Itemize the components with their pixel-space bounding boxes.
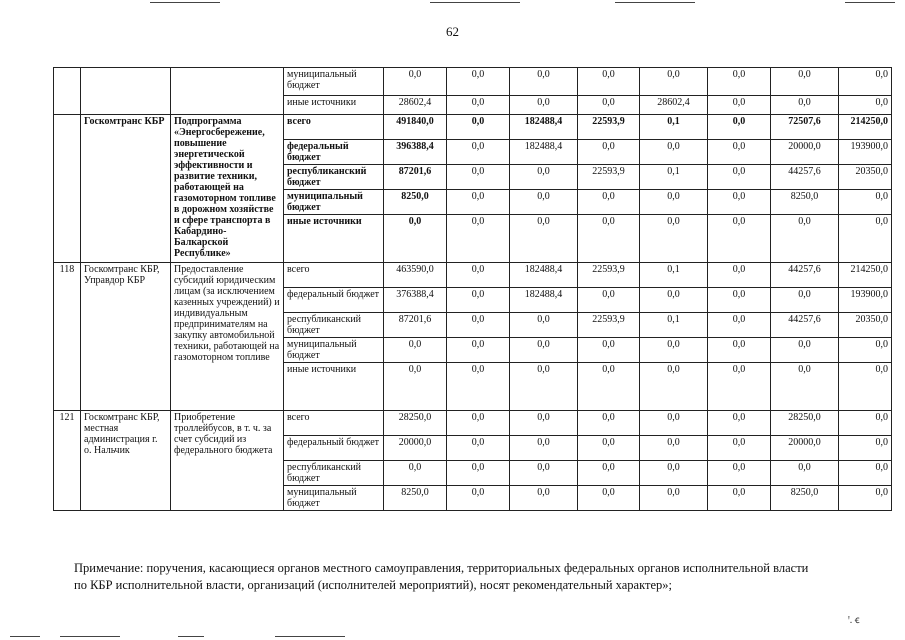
amount-cell: 0,0 (384, 338, 447, 363)
funding-source: муниципальный бюджет (284, 190, 384, 215)
amount-cell: 44257,6 (771, 165, 839, 190)
scan-artifact-top (615, 2, 695, 3)
amount-cell: 396388,4 (384, 140, 447, 165)
amount-cell: 0,0 (640, 215, 708, 263)
amount-cell: 0,0 (640, 68, 708, 96)
amount-cell: 22593,9 (578, 115, 640, 140)
amount-cell: 0,0 (640, 338, 708, 363)
amount-cell: 0,0 (510, 165, 578, 190)
amount-cell: 0,0 (640, 486, 708, 511)
event-cell: Приобретение троллейбусов, в т. ч. за счет субсидий из федерального бюджета (171, 411, 284, 511)
amount-cell: 0,0 (447, 486, 510, 511)
amount-cell: 491840,0 (384, 115, 447, 140)
funding-source: иные источники (284, 363, 384, 411)
amount-cell: 0,0 (384, 215, 447, 263)
row-number (54, 115, 81, 263)
amount-cell: 0,0 (578, 486, 640, 511)
amount-cell: 0,0 (771, 363, 839, 411)
funding-source: всего (284, 411, 384, 436)
funding-source: иные источники (284, 96, 384, 115)
amount-cell: 72507,6 (771, 115, 839, 140)
amount-cell: 0,0 (771, 288, 839, 313)
amount-cell: 0,1 (640, 313, 708, 338)
budget-table (53, 67, 892, 511)
amount-cell: 0,0 (771, 96, 839, 115)
funding-source: муниципальный бюджет (284, 338, 384, 363)
amount-cell: 0,0 (640, 363, 708, 411)
funding-source: федеральный бюджет (284, 288, 384, 313)
amount-cell: 28250,0 (771, 411, 839, 436)
executor-cell: Госкомтранс КБР, Управдор КБР (81, 263, 171, 411)
footnote (74, 560, 884, 594)
amount-cell: 0,0 (447, 288, 510, 313)
row-number: 121 (54, 411, 81, 511)
scan-artifact-bottom (275, 636, 345, 637)
amount-cell: 0,0 (708, 288, 771, 313)
scan-artifact-bottom (60, 636, 120, 637)
amount-cell: 44257,6 (771, 263, 839, 288)
row-number (54, 68, 81, 115)
amount-cell: 0,0 (447, 313, 510, 338)
amount-cell: 182488,4 (510, 288, 578, 313)
amount-cell: 0,1 (640, 115, 708, 140)
amount-cell: 0,0 (578, 215, 640, 263)
amount-cell: 0,0 (510, 363, 578, 411)
table-row (54, 263, 892, 288)
amount-cell: 0,0 (708, 411, 771, 436)
amount-cell: 0,0 (447, 461, 510, 486)
corner-mark: ꞌ. ꞓ (848, 615, 860, 626)
amount-cell: 0,0 (447, 363, 510, 411)
amount-cell: 22593,9 (578, 263, 640, 288)
amount-cell: 0,0 (839, 96, 892, 115)
executor-cell (81, 68, 171, 115)
amount-cell: 22593,9 (578, 165, 640, 190)
amount-cell: 0,0 (771, 215, 839, 263)
amount-cell: 0,0 (510, 338, 578, 363)
amount-cell: 0,0 (708, 190, 771, 215)
amount-cell: 0,0 (384, 68, 447, 96)
amount-cell: 0,0 (510, 313, 578, 338)
amount-cell: 0,1 (640, 165, 708, 190)
amount-cell: 0,0 (510, 96, 578, 115)
amount-cell: 193900,0 (839, 288, 892, 313)
funding-source: муниципальный бюджет (284, 486, 384, 511)
amount-cell: 0,0 (708, 338, 771, 363)
footnote-line-1: Примечание: поручения, касающиеся органов местного самоуправления, территориальных федеральных органов исполнительной власти (74, 561, 809, 575)
amount-cell: 0,0 (839, 215, 892, 263)
executor-cell: Госкомтранс КБР, местная администрация г. о. Нальчик (81, 411, 171, 511)
amount-cell: 0,0 (708, 461, 771, 486)
amount-cell: 0,0 (839, 436, 892, 461)
amount-cell: 0,0 (447, 436, 510, 461)
amount-cell: 28602,4 (640, 96, 708, 115)
amount-cell: 0,0 (578, 288, 640, 313)
amount-cell: 0,0 (708, 115, 771, 140)
scan-artifact-bottom (178, 636, 204, 637)
amount-cell: 0,0 (510, 461, 578, 486)
amount-cell: 0,0 (447, 96, 510, 115)
amount-cell: 0,0 (447, 190, 510, 215)
amount-cell: 87201,6 (384, 313, 447, 338)
amount-cell: 0,0 (578, 436, 640, 461)
amount-cell: 0,0 (640, 411, 708, 436)
amount-cell: 0,0 (447, 338, 510, 363)
amount-cell: 8250,0 (384, 486, 447, 511)
amount-cell: 0,0 (510, 411, 578, 436)
amount-cell: 214250,0 (839, 115, 892, 140)
amount-cell: 8250,0 (771, 190, 839, 215)
amount-cell: 20000,0 (771, 140, 839, 165)
executor-cell: Госкомтранс КБР (81, 115, 171, 263)
amount-cell: 0,0 (578, 338, 640, 363)
amount-cell: 0,0 (578, 363, 640, 411)
amount-cell: 214250,0 (839, 263, 892, 288)
amount-cell: 20000,0 (771, 436, 839, 461)
amount-cell: 0,0 (578, 68, 640, 96)
amount-cell: 0,0 (384, 363, 447, 411)
amount-cell: 20350,0 (839, 313, 892, 338)
amount-cell: 0,0 (578, 190, 640, 215)
amount-cell: 0,0 (640, 140, 708, 165)
scan-artifact-top (150, 2, 220, 3)
event-cell: Подпрограмма «Энергосбережение, повышение энергетической эффективности и развитие техники, работающей на газомоторном топливе в дорожном хозяйстве и сфере транспорта в Кабардино-Балкарской Республике» (171, 115, 284, 263)
amount-cell: 0,0 (708, 313, 771, 338)
amount-cell: 0,0 (578, 140, 640, 165)
amount-cell: 0,0 (447, 140, 510, 165)
scan-artifact-top (430, 2, 520, 3)
row-number: 118 (54, 263, 81, 411)
funding-source: республиканский бюджет (284, 165, 384, 190)
funding-source: федеральный бюджет (284, 436, 384, 461)
amount-cell: 0,0 (447, 263, 510, 288)
amount-cell: 0,0 (640, 288, 708, 313)
amount-cell: 182488,4 (510, 140, 578, 165)
event-cell: Предоставление субсидий юридическим лицам (за исключением казенных учреждений) и индивидуальным предпринимателям на закупку автомобильной техники, работающей на газомоторном топливе (171, 263, 284, 411)
amount-cell: 376388,4 (384, 288, 447, 313)
amount-cell: 8250,0 (384, 190, 447, 215)
amount-cell: 0,0 (771, 461, 839, 486)
amount-cell: 28602,4 (384, 96, 447, 115)
amount-cell: 0,0 (640, 436, 708, 461)
amount-cell: 22593,9 (578, 313, 640, 338)
amount-cell: 20350,0 (839, 165, 892, 190)
amount-cell: 0,1 (640, 263, 708, 288)
amount-cell: 182488,4 (510, 263, 578, 288)
amount-cell: 0,0 (708, 215, 771, 263)
amount-cell: 0,0 (839, 411, 892, 436)
amount-cell: 0,0 (708, 436, 771, 461)
amount-cell: 0,0 (510, 486, 578, 511)
amount-cell: 0,0 (839, 461, 892, 486)
funding-source: федеральный бюджет (284, 140, 384, 165)
page-number: 62 (446, 24, 459, 39)
amount-cell: 0,0 (708, 165, 771, 190)
amount-cell: 0,0 (839, 363, 892, 411)
scan-artifact-top (845, 2, 895, 3)
amount-cell: 0,0 (510, 190, 578, 215)
amount-cell: 0,0 (578, 461, 640, 486)
amount-cell: 0,0 (640, 461, 708, 486)
footnote-line-2: по КБР исполнительной власти, организаций (исполнителей мероприятий), носят рекомендательный характер»; (74, 578, 672, 592)
amount-cell: 44257,6 (771, 313, 839, 338)
amount-cell: 0,0 (839, 68, 892, 96)
amount-cell: 182488,4 (510, 115, 578, 140)
table-row (54, 411, 892, 436)
amount-cell: 0,0 (578, 411, 640, 436)
amount-cell: 0,0 (384, 461, 447, 486)
amount-cell: 8250,0 (771, 486, 839, 511)
scan-artifact-bottom (10, 636, 40, 637)
amount-cell: 0,0 (839, 190, 892, 215)
amount-cell: 0,0 (839, 486, 892, 511)
funding-source: иные источники (284, 215, 384, 263)
amount-cell: 0,0 (510, 68, 578, 96)
funding-source: всего (284, 263, 384, 288)
amount-cell: 87201,6 (384, 165, 447, 190)
funding-source: всего (284, 115, 384, 140)
amount-cell: 0,0 (447, 215, 510, 263)
amount-cell: 0,0 (771, 68, 839, 96)
amount-cell: 0,0 (708, 68, 771, 96)
amount-cell: 0,0 (771, 338, 839, 363)
amount-cell: 0,0 (510, 215, 578, 263)
amount-cell: 0,0 (708, 363, 771, 411)
funding-source: республиканский бюджет (284, 313, 384, 338)
amount-cell: 0,0 (708, 140, 771, 165)
amount-cell: 0,0 (447, 115, 510, 140)
event-cell (171, 68, 284, 115)
amount-cell: 28250,0 (384, 411, 447, 436)
amount-cell: 0,0 (447, 411, 510, 436)
funding-source: муниципальный бюджет (284, 68, 384, 96)
amount-cell: 0,0 (640, 190, 708, 215)
amount-cell: 0,0 (708, 96, 771, 115)
funding-source: республиканский бюджет (284, 461, 384, 486)
amount-cell: 0,0 (447, 68, 510, 96)
amount-cell: 0,0 (510, 436, 578, 461)
amount-cell: 0,0 (708, 486, 771, 511)
amount-cell: 463590,0 (384, 263, 447, 288)
amount-cell: 0,0 (447, 165, 510, 190)
amount-cell: 193900,0 (839, 140, 892, 165)
amount-cell: 0,0 (708, 263, 771, 288)
table-row (54, 68, 892, 96)
amount-cell: 0,0 (578, 96, 640, 115)
amount-cell: 0,0 (839, 338, 892, 363)
amount-cell: 20000,0 (384, 436, 447, 461)
table-row (54, 115, 892, 140)
